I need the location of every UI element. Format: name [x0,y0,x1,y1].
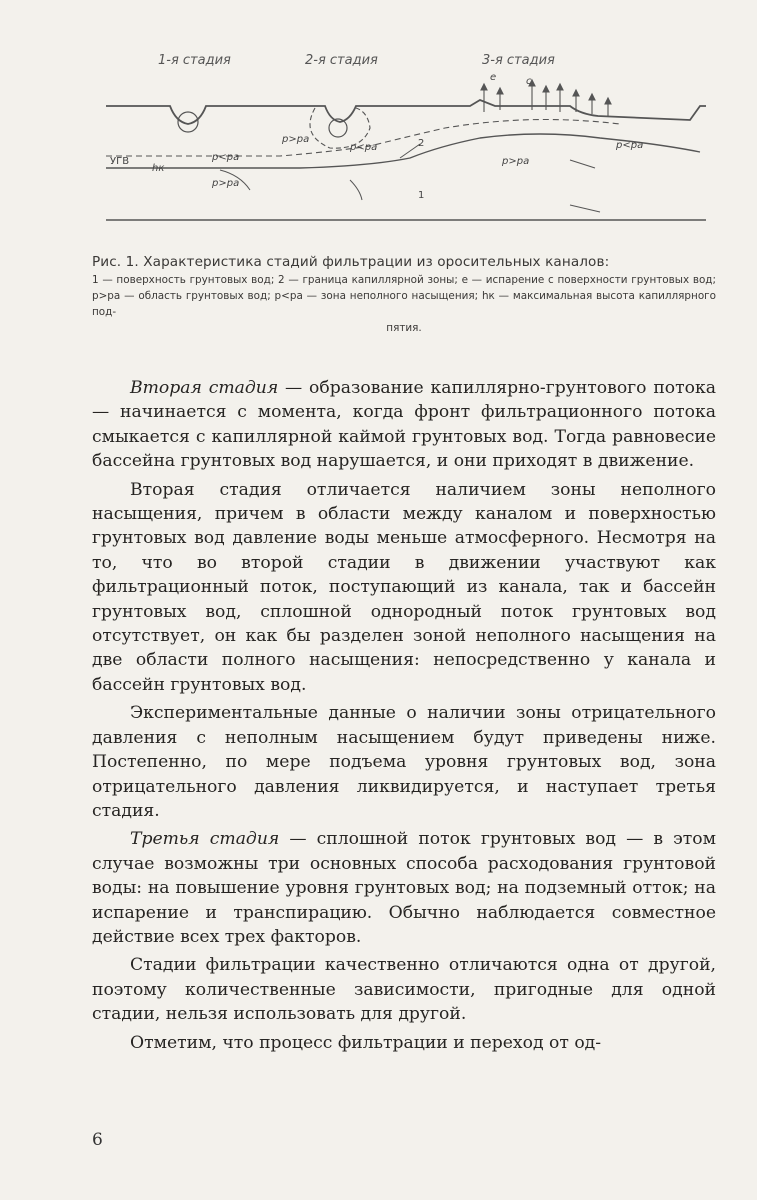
zone-unsaturated-label-2: p<pa [350,142,378,153]
capillary-height-label: hк [152,163,165,174]
paragraph-5-text: Стадии фильтрации качественно отличаются одна от другой, поэтому количественные зависимости, пригодные для одной стадии, нельзя использовать для другой. [92,955,716,1025]
body-text [92,376,716,1059]
paragraph-1-emphasis: Вторая стадия [130,378,279,398]
transpiration-label: c [526,76,532,87]
flow-arrows [220,144,600,212]
figure-caption [92,254,716,336]
stage-3-label: 3-я стадия [482,53,555,68]
paragraph-6-text: Отметим, что процесс фильтрации и переход от од- [130,1032,602,1053]
page-number: 6 [92,1130,103,1150]
groundwater-surface-line [106,134,700,168]
curve-1-label: 1 [418,190,425,201]
paragraph-2 [92,478,716,698]
zone-saturated-label-1: p>pa [212,178,240,189]
stage-2-label: 2-я стадия [305,53,378,68]
zone-unsaturated-label-1: p<pa [212,152,240,163]
evaporation-arrows [481,80,611,116]
paragraph-4-text: — сплошной поток грунтовых вод — в этом случае возможны три основных способа расходования грунтовой воды: на повышение уровня грунтовых вод; на подземный отток; на испарение и транспирацию. Обычно наблюдается совместное действие всех трех факторов. [92,829,716,947]
paragraph-5 [92,953,716,1026]
paragraph-6 [92,1031,716,1055]
caption-text-end: пятия. [386,322,422,334]
groundwater-level-label: УГВ [110,156,130,167]
paragraph-3 [92,701,716,823]
evaporation-label: e [490,72,497,83]
zone-saturated-label-2: p>pa [282,134,310,145]
zone-saturated-label-3: p>pa [502,156,530,167]
paragraph-4-emphasis: Третья стадия [130,829,280,850]
ground-surface-line [106,100,706,124]
paragraph-1 [92,376,716,474]
filtration-diagram [100,40,710,245]
caption-text: 1 — поверхность грунтовых вод; 2 — граница капиллярной зоны; e — испарение с поверхности грунтовых вод; p>pa — область грунтовых вод; p<pa — зона неполного насыщения; hк — максимальная высота капиллярного под- [92,274,716,318]
curve-2-label: 2 [418,138,425,149]
paragraph-2-text: Вторая стадия отличается наличием зоны неполного насыщения, причем в области между каналом и поверхностью грунтовых вод давление воды меньше атмосферного. Несмотря на то, что во второй стадии в движении участвуют как фильтрационный поток, поступающий из канала, так и бассейн грунтовых вод, сплошной однородный поток грунтовых вод отсутствует, он как бы разделен зоной неполного насыщения на две области полного насыщения: непосредственно у канала и бассейн грунтовых вод. [92,479,716,695]
caption-body [92,272,716,336]
filtration-stages-figure [100,40,710,245]
paragraph-3-text: Экспериментальные данные о наличии зоны отрицательного давления с неполным насыщением будут приведены ниже. Постепенно, по мере подъема уровня грунтовых вод, зона отрицательного давления ликвидируется, и наступает третья стадия. [92,703,716,821]
zone-unsaturated-label-3: p<pa [616,140,644,151]
caption-title: Рис. 1. Характеристика стадий фильтрации из оросительных каналов: [92,254,610,270]
paragraph-1-text: — образование капиллярно-грунтового потока — начинается с момента, когда фронт фильтрационного потока смыкается с капиллярной каймой грунтовых вод. Тогда равновесие бассейна грунтовых вод нарушается, и они приходят в движение. [92,378,716,472]
paragraph-4 [92,827,716,949]
stage-1-label: 1-я стадия [158,53,231,68]
